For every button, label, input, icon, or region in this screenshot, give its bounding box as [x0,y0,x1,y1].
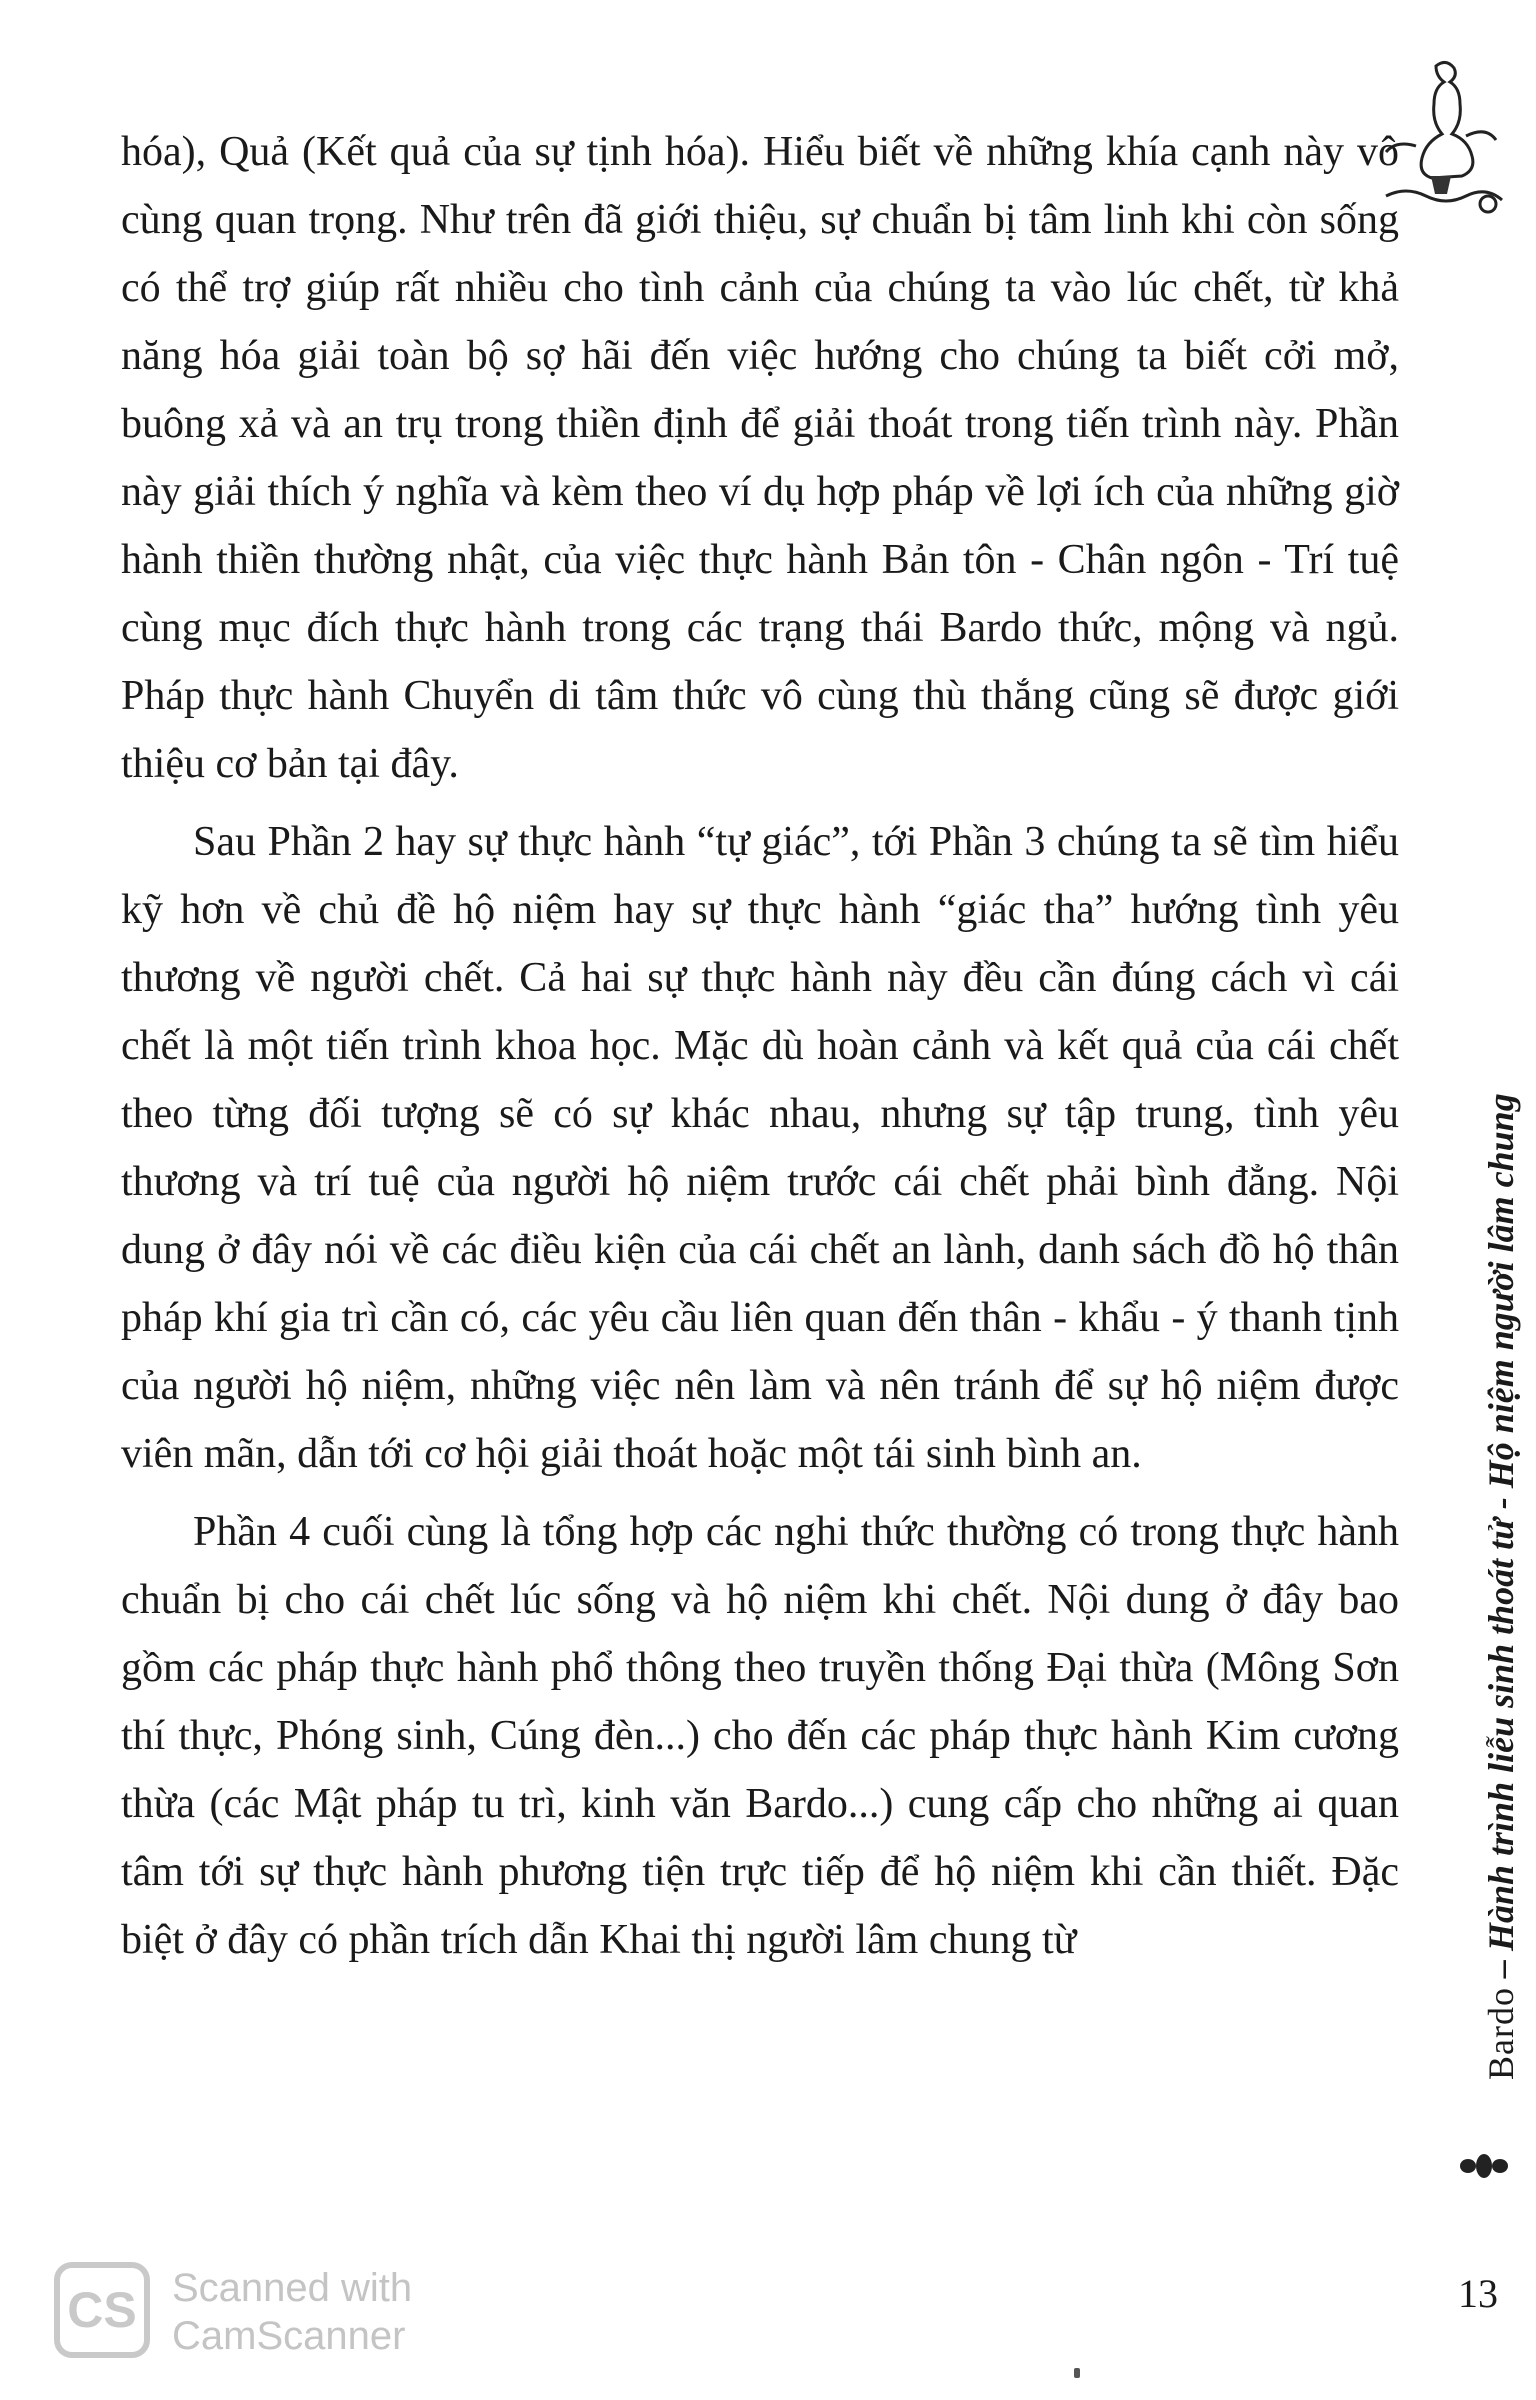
paragraph: hóa), Quả (Kết quả của sự tịnh hóa). Hiểu biết về những khía cạnh này vô cùng quan trọng. Như trên đã giới thiệu, sự chuẩn bị tâm linh khi còn sống có thể trợ giúp rất nhiều cho tình cảnh của chúng ta vào lúc chết, từ khả năng hóa giải toàn bộ sợ hãi đến việc hướng cho chúng ta biết cởi mở, buông xả và an trụ trong thiền định để giải thoát trong tiến trình này. Phần này giải thích ý nghĩa và kèm theo ví dụ hợp pháp về lợi ích của những giờ hành thiền thường nhật, của việc thực hành Bản tôn - Chân ngôn - Trí tuệ cùng mục đích thực hành trong các trạng thái Bardo thức, mộng và ngủ. Pháp thực hành Chuyển di tâm thức vô cùng thù thắng cũng sẽ được giới thiệu cơ bản tại đây. [121,129,1399,787]
paragraph: Phần 4 cuối cùng là tổng hợp các nghi thức thường có trong thực hành chuẩn bị cho cái chết lúc sống và hộ niệm khi chết. Nội dung ở đây bao gồm các pháp thực hành phổ thông theo truyền thống Đại thừa (Mông Sơn thí thực, Phóng sinh, Cúng đèn...) cho đến các pháp thực hành Kim cương thừa (các Mật pháp tu trì, kinh văn Bardo...) cung cấp cho những ai quan tâm tới sự thực hành phương tiện trực tiếp để hộ niệm khi cần thiết. Đặc biệt ở đây có phần trích dẫn Khai thị người lâm chung từ [121,1509,1399,1963]
running-title [1480,1093,1522,2080]
lotus-ornament-icon [1454,2146,1514,2186]
paragraph: Sau Phần 2 hay sự thực hành “tự giác”, tới Phần 3 chúng ta sẽ tìm hiểu kỹ hơn về chủ đề hộ niệm hay sự thực hành “giác tha” hướng tình yêu thương về người chết. Cả hai sự thực hành này đều cần đúng cách vì cái chết là một tiến trình khoa học. Mặc dù hoàn cảnh và kết quả của cái chết theo từng đối tượng sẽ có sự khác nhau, nhưng sự tập trung, tình yêu thương và trí tuệ của người hộ niệm trước cái chết phải bình đẳng. Nội dung ở đây nói về các điều kiện của cái chết an lành, danh sách đồ hộ thân pháp khí gia trì cần có, các yêu cầu liên quan đến thân - khẩu - ý thanh tịnh của người hộ niệm, những việc nên làm và nên tránh để sự hộ niệm được viên mãn, dẫn tới cơ hội giải thoát hoặc một tái sinh bình an. [121,819,1399,1477]
running-title-book: Bardo [1481,1987,1521,2080]
scan-speck [1074,2368,1080,2378]
page-number: 13 [1458,2271,1498,2316]
watermark-line: CamScanner [172,2314,406,2358]
body-text [121,118,1399,1974]
camscanner-logo: CS [54,2262,150,2358]
running-title-subtitle: – Hành trình liễu sinh thoát tử - Hộ niệm người lâm chung [1481,1093,1521,1988]
scanner-watermark [172,2264,412,2360]
watermark-line: Scanned with [172,2266,413,2310]
